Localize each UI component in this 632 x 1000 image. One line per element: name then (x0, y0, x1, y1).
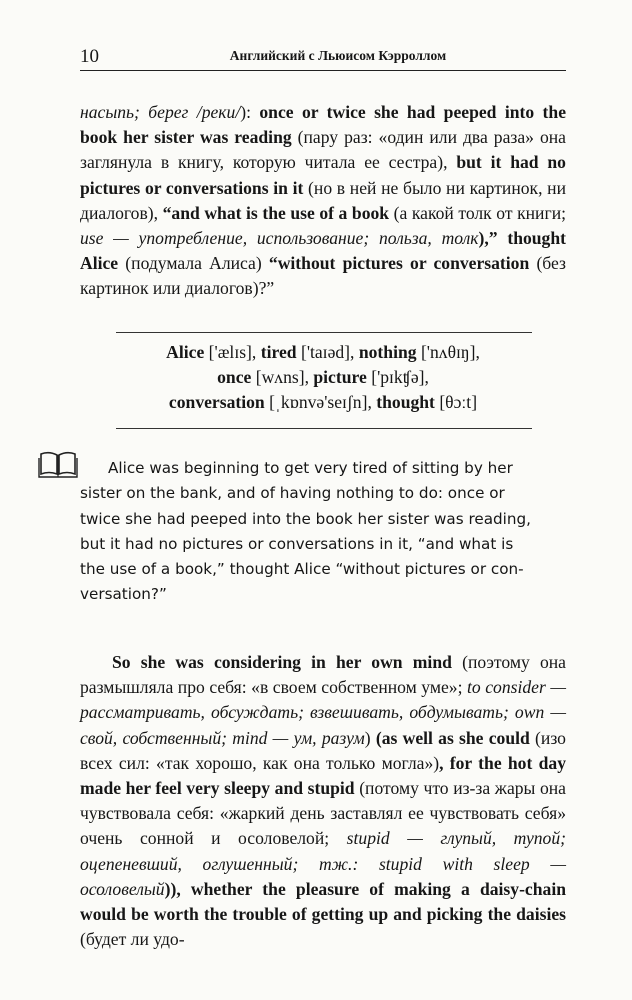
translation-text: (будет ли удо- (80, 929, 185, 950)
translation-text: (поэтому она размышляла про себя: «в своем собственном уме»; (80, 652, 566, 698)
pronunciation-top-rule (116, 332, 532, 333)
passage-line: versation?” (80, 585, 167, 604)
pron-word: tired (260, 342, 297, 362)
translation-text: (а какой толк от книги; (389, 202, 566, 223)
passage-line: twice she had peeped into the book her sister was reading, (80, 509, 531, 528)
annotated-paragraph-2 (80, 650, 566, 952)
translation-text: (но в ней не было ни картинок, ни диалогов), (80, 177, 567, 223)
translation-text: (без картинок или диалогов)?” (80, 253, 566, 299)
pronunciation-bottom-rule (116, 428, 532, 429)
pron-transcription: [ˌkɒnvə'seɪʃn], (264, 392, 377, 412)
translation-text: ): (240, 102, 260, 122)
pron-transcription: [wʌns], (251, 367, 314, 387)
running-title: Английский с Льюисом Кэрроллом (229, 48, 447, 63)
english-original-passage (80, 456, 566, 608)
translation-text: (потому что из-за жары она чувствовала себя: «жаркий день заставлял ее чувствовать себя» очень сонной и осоловелой; (80, 778, 566, 849)
translation-text: ) (364, 727, 376, 748)
translation-text: (изо всех сил: «так хорошо, как она только могла») (80, 727, 566, 773)
pron-transcription: [θɔːt] (434, 392, 478, 412)
pronunciation-line (80, 365, 566, 390)
pron-transcription: ['pɪkʧə], (366, 367, 429, 387)
translation-text: (подумала Алиса) (118, 253, 269, 274)
translation-note: stupid — глупый, тупой; оцепеневший, оглушенный; тж.: stupid with sleep — осоловелый (80, 828, 566, 899)
english-phrase: “and what is the use of a book (162, 202, 390, 223)
translation-note: насыпь; берег /реки/ (80, 102, 241, 122)
page-header (80, 44, 566, 71)
pronunciation-line (80, 390, 566, 415)
annotated-paragraph-1 (80, 100, 566, 302)
english-phrase: ),” thought Alice (80, 228, 566, 274)
passage-line: Alice was beginning to get very tired of sitting by her (108, 459, 513, 477)
english-phrase: )), whether the pleasure of making a daisy-chain would be worth the trouble of getting up and picking the daisies (80, 878, 566, 925)
pron-transcription: ['nʌθɪŋ], (416, 342, 480, 362)
translation-note: use — употребление, использование; польза, толк (80, 228, 479, 249)
translation-text: (пару раз: «один или два раза» она заглянула в книгу, которую читала ее сестра), (80, 127, 566, 173)
english-phrase: (as well as she could (375, 727, 530, 748)
page-number: 10 (80, 46, 99, 67)
pronunciation-line (80, 340, 566, 365)
open-book-icon (38, 450, 78, 478)
pron-transcription: ['ælɪs], (204, 342, 261, 362)
passage-line: but it had no pictures or conversations in it, “and what is (80, 534, 514, 553)
english-phrase: but it had no pictures or conversations in it (80, 152, 566, 198)
passage-line: sister on the bank, and of having nothing to do: once or (80, 484, 505, 503)
pron-word: picture (313, 367, 367, 387)
pron-word: Alice (166, 342, 205, 362)
pron-transcription: ['taɪəd], (296, 342, 359, 362)
translation-note: to consider — рассматривать, обсуждать; взвешивать, обдумывать; own — свой, собственный; mind — ум, разум (80, 677, 567, 748)
pron-word: once (217, 367, 252, 387)
english-phrase: “without pictures or conversation (268, 253, 530, 274)
english-phrase: , for the hot day made her feel very sleepy and stupid (80, 752, 566, 799)
pronunciation-box (80, 340, 566, 415)
pron-word: thought (376, 392, 435, 412)
english-phrase: So she was considering in her own mind (112, 652, 452, 672)
english-phrase: once or twice she had peeped into the book her sister was reading (80, 102, 567, 148)
pron-word: conversation (168, 392, 265, 412)
pron-word: nothing (358, 342, 417, 362)
passage-line: the use of a book,” thought Alice “without pictures or con- (80, 560, 524, 579)
